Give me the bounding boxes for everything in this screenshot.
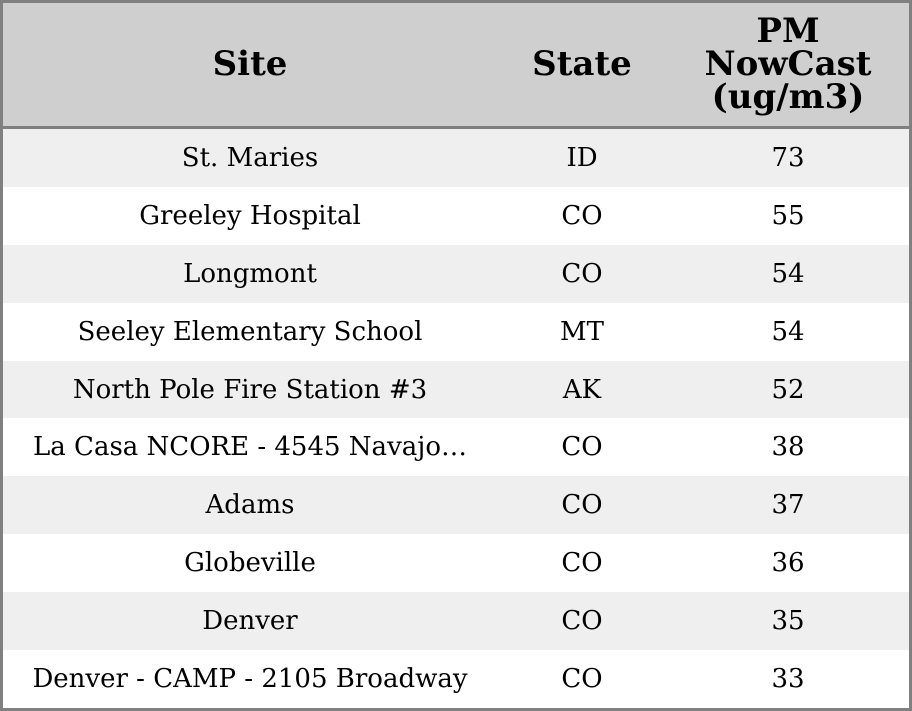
cell-state: AK	[562, 374, 602, 405]
cell-site: Denver	[202, 606, 298, 637]
table-row	[3, 245, 909, 303]
table-row	[3, 650, 909, 708]
cell-site: Longmont	[183, 258, 317, 289]
cell-state: CO	[561, 663, 603, 694]
cell-site: Seeley Elementary School	[77, 316, 423, 347]
cell-state: ID	[566, 142, 598, 173]
cell-pm-nowcast: 38	[771, 432, 805, 463]
cell-site: Denver - CAMP - 2105 Broadway	[32, 663, 468, 694]
cell-state: CO	[561, 432, 603, 463]
cell-pm-nowcast: 73	[771, 142, 805, 173]
cell-pm-nowcast: 52	[771, 374, 805, 405]
cell-state: CO	[561, 200, 603, 231]
cell-site: Greeley Hospital	[139, 200, 361, 231]
cell-site: Globeville	[184, 548, 316, 579]
table-row	[3, 303, 909, 361]
cell-state: CO	[561, 606, 603, 637]
header-pm-line-1: PM	[756, 11, 820, 51]
table-row	[3, 534, 909, 592]
header-pm-line-3: (ug/m3)	[711, 77, 865, 117]
cell-pm-nowcast: 36	[771, 548, 805, 579]
cell-site: St. Maries	[181, 142, 319, 173]
cell-state: CO	[561, 548, 603, 579]
table-row	[3, 476, 909, 534]
table-row	[3, 418, 909, 476]
header-pm-line-2: NowCast	[704, 44, 872, 84]
cell-pm-nowcast: 54	[771, 316, 805, 347]
cell-site: Adams	[205, 490, 295, 521]
cell-pm-nowcast: 35	[771, 606, 805, 637]
table-row	[3, 129, 909, 187]
header-state: State	[532, 44, 632, 84]
cell-state: CO	[561, 490, 603, 521]
cell-pm-nowcast: 33	[771, 663, 805, 694]
table-header	[3, 3, 909, 129]
cell-state: CO	[561, 258, 603, 289]
cell-pm-nowcast: 54	[771, 258, 805, 289]
table-row	[3, 187, 909, 245]
cell-pm-nowcast: 37	[771, 490, 805, 521]
header-site: Site	[212, 44, 288, 84]
cell-site: North Pole Fire Station #3	[72, 374, 428, 405]
table-body	[3, 129, 909, 708]
cell-pm-nowcast: 55	[771, 200, 805, 231]
table-row	[3, 592, 909, 650]
cell-state: MT	[560, 316, 604, 347]
cell-site: La Casa NCORE - 4545 Navajo…	[33, 432, 467, 463]
header-pm-nowcast	[667, 3, 909, 126]
table-row	[3, 361, 909, 419]
